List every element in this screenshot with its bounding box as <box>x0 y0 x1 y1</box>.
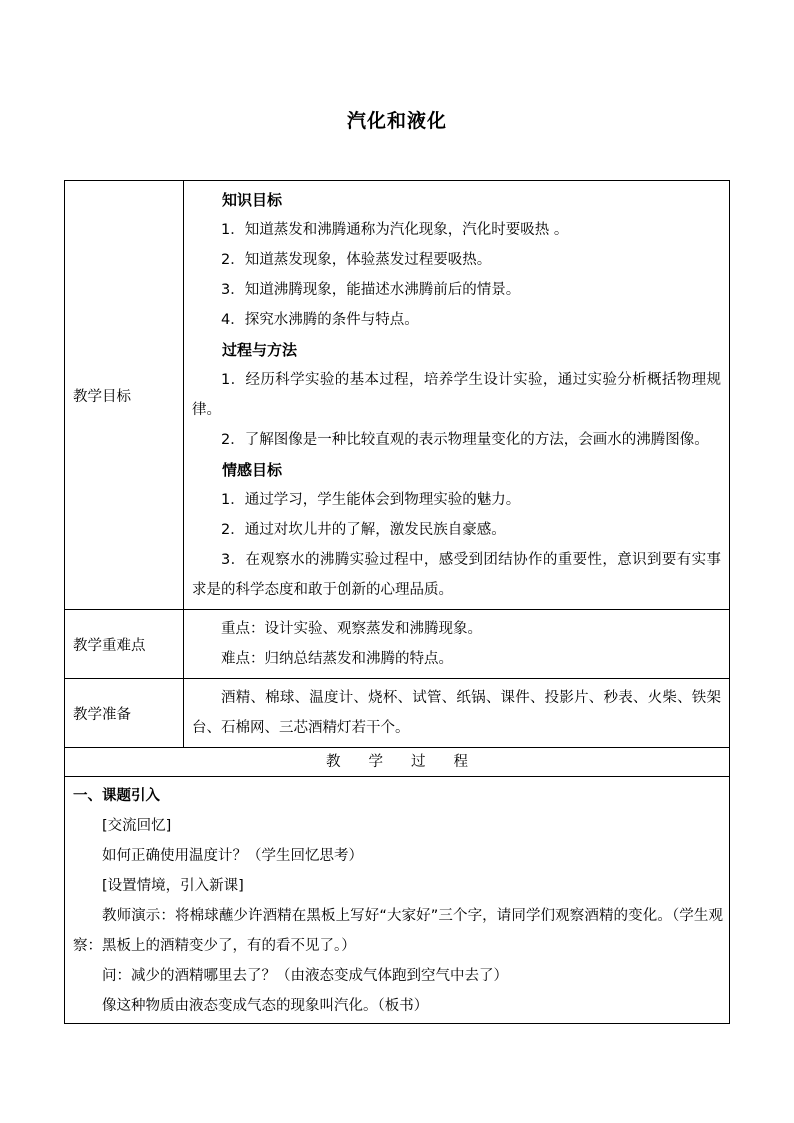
process-line: 教师演示：将棉球蘸少许酒精在黑板上写好“大家好”三个字，请同学们观察酒精的变化。（学生观察：黑板上的酒精变少了，有的看不见了。） <box>73 908 723 954</box>
emotion-item: 2．通过对坎儿井的了解，激发民族自豪感。 <box>221 522 506 538</box>
preparation-content <box>184 679 730 748</box>
key-point-item: 重点：设计实验、观察蒸发和沸腾现象。 <box>221 621 482 637</box>
process-method-item: 1．经历科学实验的基本过程，培养学生设计实验，通过实验分析概括物理规律。 <box>192 372 721 418</box>
process-row <box>65 777 730 1024</box>
knowledge-item: 1．知道蒸发和沸腾通称为汽化现象，汽化时要吸热 。 <box>221 222 569 238</box>
objectives-row <box>65 181 730 610</box>
process-line: [交流回忆] <box>102 818 172 834</box>
process-method-heading: 过程与方法 <box>222 341 298 359</box>
key-points-row <box>65 610 730 679</box>
section-title: 一、课题引入 <box>73 788 160 804</box>
process-header-cell <box>65 748 730 777</box>
key-point-item: 难点：归纳总结蒸发和沸腾的特点。 <box>221 651 453 667</box>
preparation-label: 教学准备 <box>65 679 184 748</box>
process-line: 像这种物质由液态变成气态的现象叫汽化。（板书） <box>102 998 429 1014</box>
objectives-content <box>184 181 730 610</box>
key-points-content <box>184 610 730 679</box>
key-points-label: 教学重难点 <box>65 610 184 679</box>
process-content <box>65 777 730 1024</box>
emotion-heading: 情感目标 <box>222 461 283 479</box>
process-header: 教学过程 <box>326 754 496 770</box>
page-title: 汽化和液化 <box>346 110 447 132</box>
process-line: 如何正确使用温度计？（学生回忆思考） <box>102 848 363 864</box>
process-line: [设置情境，引入新课] <box>102 878 244 894</box>
knowledge-heading: 知识目标 <box>222 191 283 209</box>
knowledge-item: 3．知道沸腾现象，能描述水沸腾前后的情景。 <box>221 282 521 298</box>
knowledge-item: 4．探究水沸腾的条件与特点。 <box>221 312 419 328</box>
process-header-row <box>65 748 730 777</box>
process-method-item: 2．了解图像是一种比较直观的表示物理量变化的方法，会画水的沸腾图像。 <box>221 432 709 448</box>
emotion-item: 3．在观察水的沸腾实验过程中，感受到团结协作的重要性，意识到要有实事求是的科学态度和敢于创新的心理品质。 <box>192 552 721 598</box>
lesson-plan-table <box>64 180 730 1024</box>
emotion-item: 1．通过学习，学生能体会到物理实验的魅力。 <box>221 492 521 508</box>
objectives-label: 教学目标 <box>65 181 184 610</box>
preparation-row <box>65 679 730 748</box>
knowledge-item: 2．知道蒸发现象，体验蒸发过程要吸热。 <box>221 252 492 268</box>
preparation-text: 酒精、棉球、温度计、烧杯、试管、纸锅、课件、投影片、秒表、火柴、铁架台、石棉网、三芯酒精灯若干个。 <box>192 690 721 736</box>
process-line: 问：减少的酒精哪里去了？（由液态变成气体跑到空气中去了） <box>102 968 508 984</box>
